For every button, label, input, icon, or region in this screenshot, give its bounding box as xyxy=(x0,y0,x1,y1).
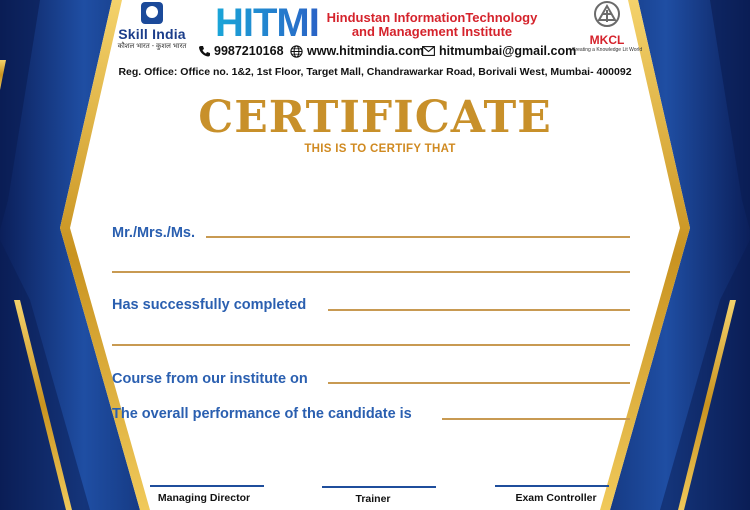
trainer-label: Trainer xyxy=(355,493,391,505)
name-label: Mr./Mrs./Ms. xyxy=(112,225,195,241)
skill-india-logo xyxy=(112,2,192,51)
institute-name-line1: Hindustan InformationTechnology xyxy=(326,10,538,25)
exam-controller-sig-line xyxy=(495,485,609,487)
phone-icon xyxy=(199,45,210,57)
completed-line-2 xyxy=(112,344,630,346)
registered-office: Reg. Office: Office no. 1&2, 1st Floor, Target Mall, Chandrawarkar Road, Borivali West, Mumbai- 400092 xyxy=(118,66,632,78)
completed-label: Has successfully completed xyxy=(112,297,307,313)
envelope-icon xyxy=(422,46,435,56)
email-address: hitmumbai@gmail.com xyxy=(439,44,577,58)
hitmi-logo xyxy=(213,0,321,40)
certificate-title: CERTIFICATE xyxy=(198,92,552,143)
hitmi-logo-text: HITMI xyxy=(215,1,319,40)
phone-number: 9987210168 xyxy=(214,44,284,58)
exam-controller-label: Exam Controller xyxy=(515,492,597,504)
institute-name-line2: and Management Institute xyxy=(351,24,513,39)
mkcl-emblem-icon xyxy=(593,0,621,28)
name-line xyxy=(206,236,630,238)
skill-india-title: Skill India xyxy=(118,26,186,42)
mkcl-title: MKCL xyxy=(589,33,625,47)
certificate-subtitle: THIS IS TO CERTIFY THAT xyxy=(304,143,456,155)
phone-contact xyxy=(199,44,284,58)
skill-india-tagline: कौशल भारत - कुशल भारत xyxy=(117,43,187,50)
website-contact xyxy=(290,44,424,58)
email-contact xyxy=(422,44,576,58)
managing-director-label: Managing Director xyxy=(157,492,251,504)
skill-india-emblem-icon xyxy=(141,2,163,24)
completed-line xyxy=(328,309,630,311)
name-line-2 xyxy=(112,271,630,273)
trainer-sig-line xyxy=(322,486,436,488)
performance-label: The overall performance of the candidate is xyxy=(112,406,412,422)
course-label: Course from our institute on xyxy=(112,371,308,387)
globe-icon xyxy=(290,45,303,58)
managing-director-sig-line xyxy=(150,485,264,487)
mkcl-tagline: Creating a Knowledge Lit World xyxy=(571,47,643,53)
website-url: www.hitmindia.com xyxy=(307,44,424,58)
institute-name xyxy=(325,11,539,39)
course-line xyxy=(328,382,630,384)
performance-line xyxy=(442,418,630,420)
mkcl-logo xyxy=(570,0,644,53)
